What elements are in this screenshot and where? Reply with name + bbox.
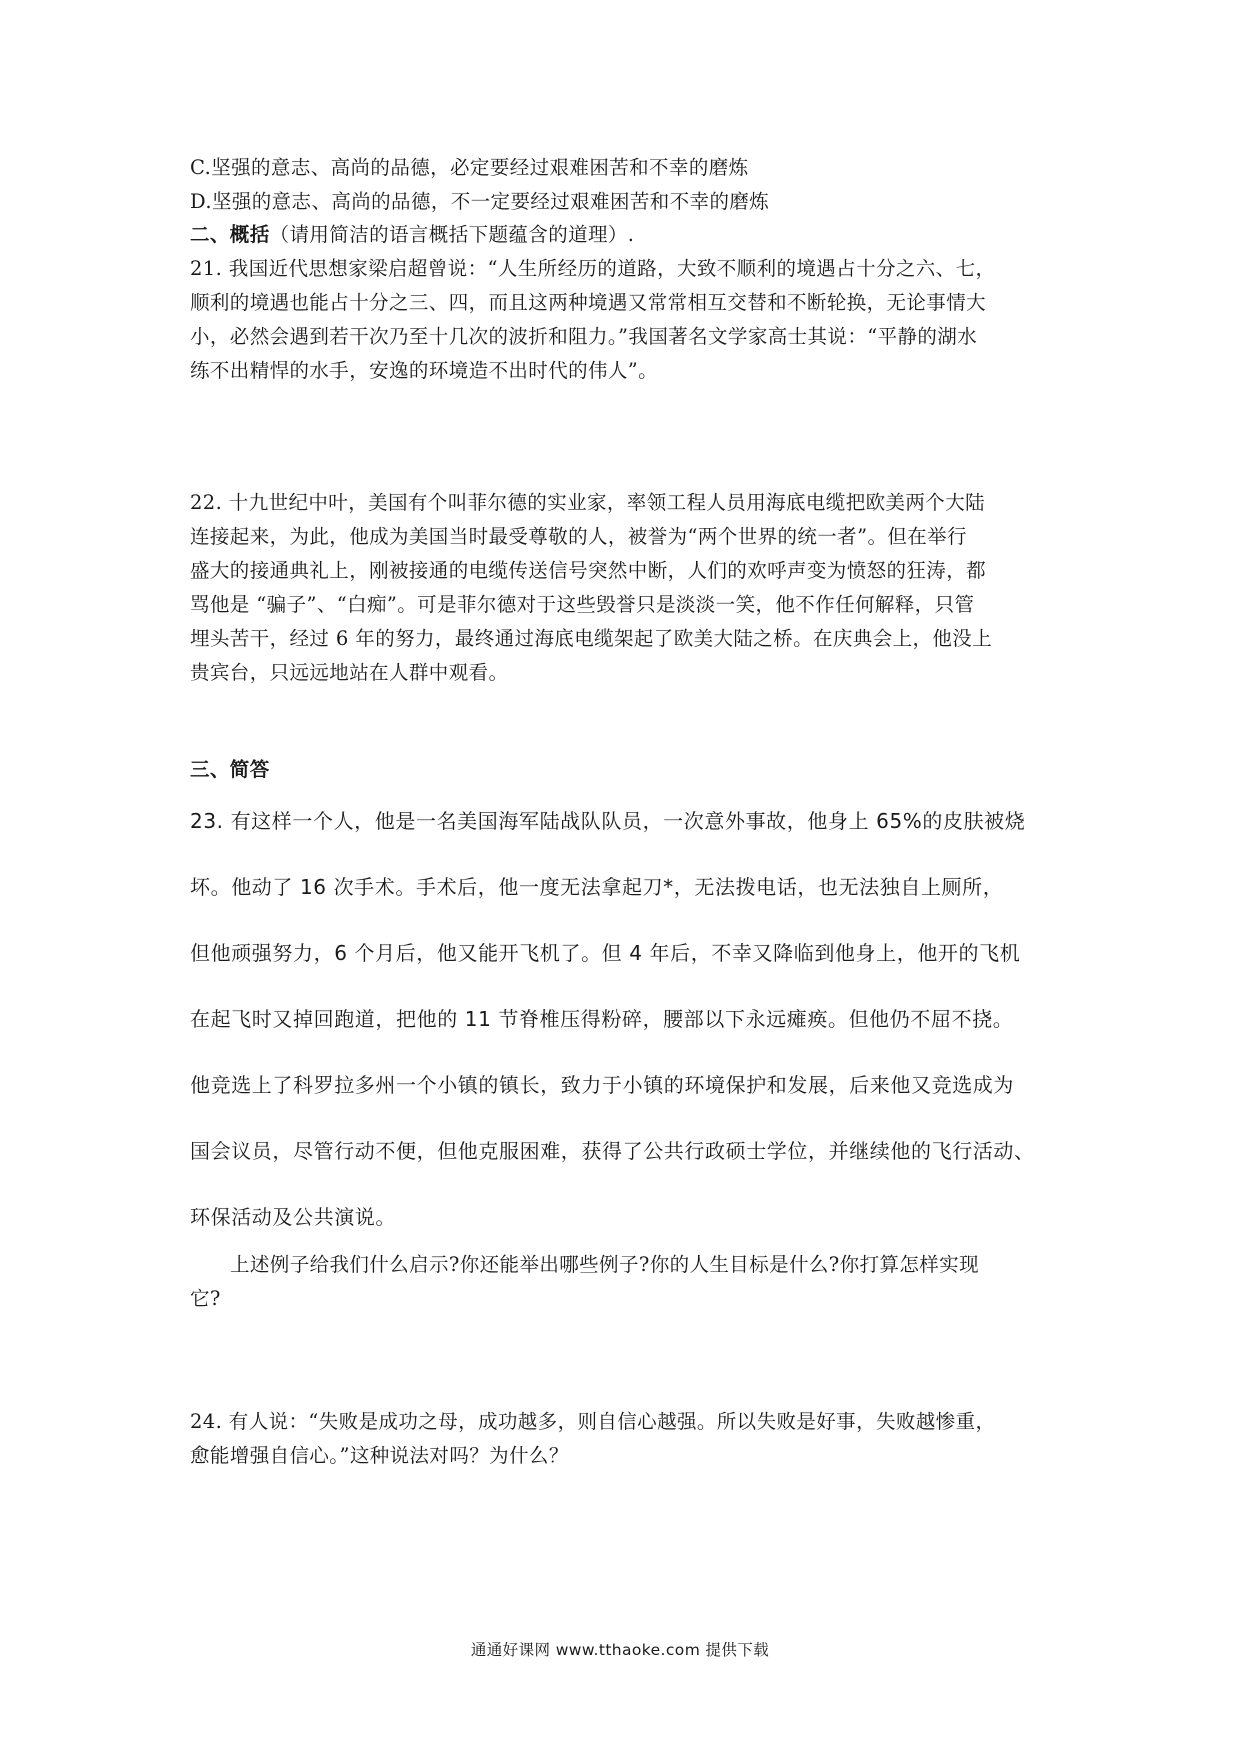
page-footer: 通通好课网 www.tthaoke.com 提供下载 [470,1641,770,1659]
q22-line: 骂他是 “骗子”、“白痴”。可是菲尔德对于这些毁誉只是淡淡一笑，他不作任何解释，只管 [190,593,975,616]
q23-question-line: 上述例子给我们什么启示?你还能举出哪些例子?你的人生目标是什么?你打算怎样实现 [230,1253,979,1276]
q22-line: 贵宾台，只远远地站在人群中观看。 [190,661,509,684]
q24-line: 24. 有人说：“失败是成功之母，成功越多，则自信心越强。所以失败是好事，失败越惨重， [190,1410,996,1433]
section-2-note: （请用简洁的语言概括下题蕴含的道理）. [269,223,635,246]
section-2-heading [190,219,634,247]
q22-line: 埋头苦干，经过 6 年的努力，最终通过海底电缆架起了欧美大陆之桥。在庆典会上，他没上 [190,627,993,650]
q23-question-line: 它? [190,1287,221,1310]
q24-line: 愈能增强自信心。”这种说法对吗？为什么？ [190,1444,569,1467]
q23-line: 环保活动及公共演说。 [190,1205,396,1229]
q23-line: 他竞选上了科罗拉多州一个小镇的镇长，致力于小镇的环境保护和发展，后来他又竞选成为 [190,1073,1014,1097]
q21-line: 小，必然会遇到若干次乃至十几次的波折和阻力。”我国著名文学家高士其说：“平静的湖水 [190,325,978,348]
q23-line: 在起飞时又掉回跑道，把他的 11 节脊椎压得粉碎，腰部以下永远瘫痪。但他仍不屈不挠。 [190,1007,1014,1031]
q23-line: 23. 有这样一个人，他是一名美国海军陆战队队员，一次意外事故，他身上 65%的皮肤被烧 [190,809,1026,833]
q21-line: 练不出精悍的水手，安逸的环境造不出时代的伟人”。 [190,359,659,382]
q23-line: 坏。他动了 16 次手术。手术后，他一度无法拿起刀*，无法拨电话，也无法独自上厕所， [190,875,1004,899]
q21-line: 21. 我国近代思想家梁启超曾说：“人生所经历的道路，大致不顺利的境遇占十分之六、七， [190,257,996,280]
q23-line: 国会议员，尽管行动不便，但他克服困难，获得了公共行政硕士学位，并继续他的飞行活动、 [190,1139,1035,1163]
section-3-title: 三、简答 [190,758,270,781]
option-d: D.坚强的意志、高尚的品德，不一定要经过艰难困苦和不幸的磨炼 [190,190,770,213]
q22-line: 盛大的接通典礼上，刚被接通的电缆传送信号突然中断，人们的欢呼声变为愤怒的狂涛，都 [190,559,987,582]
q22-line: 22. 十九世纪中叶，美国有个叫菲尔德的实业家，率领工程人员用海底电缆把欧美两个大陆 [190,491,986,514]
section-2-title: 二、概括 [190,223,270,246]
q23-line: 但他顽强努力，6 个月后，他又能开飞机了。但 4 年后，不幸又降临到他身上，他开的飞机 [190,941,1021,965]
option-c: C.坚强的意志、高尚的品德，必定要经过艰难困苦和不幸的磨炼 [190,156,749,179]
q21-line: 顺利的境遇也能占十分之三、四，而且这两种境遇又常常相互交替和不断轮换，无论事情大 [190,291,987,314]
q22-line: 连接起来，为此，他成为美国当时最受尊敬的人，被誉为“两个世界的统一者”。但在举行 [190,525,967,548]
